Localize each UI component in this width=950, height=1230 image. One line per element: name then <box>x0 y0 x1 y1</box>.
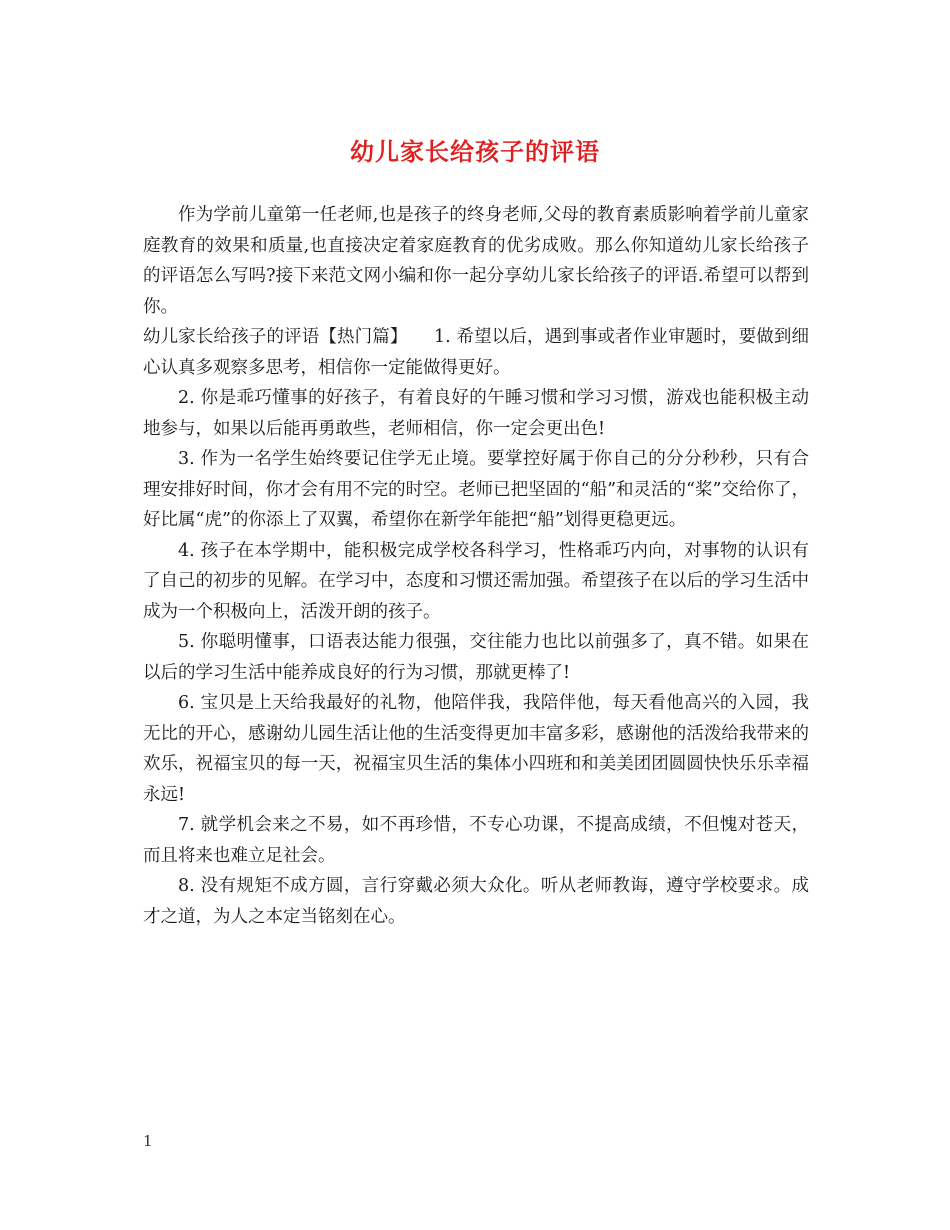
document-body <box>143 200 809 932</box>
section-heading-paragraph: 幼儿家长给孩子的评语【热门篇】 1. 希望以后，遇到事或者作业审题时，要做到细心认真多观察多思考，相信你一定能做得更好。 <box>143 327 809 378</box>
comment-paragraph-4: 4. 孩子在本学期中，能积极完成学校各科学习，性格乖巧内向，对事物的认识有了自己的初步的见解。在学习中，态度和习惯还需加强。希望孩子在以后的学习生活中成为一个积极向上，活泼开朗的孩子。 <box>143 540 809 622</box>
comment-paragraph-2: 2. 你是乖巧懂事的好孩子，有着良好的午睡习惯和学习习惯，游戏也能积极主动地参与，如果以后能再勇敢些，老师相信，你一定会更出色! <box>143 388 809 439</box>
comment-paragraph-8: 8. 没有规矩不成方圆，言行穿戴必须大众化。听从老师教诲，遵守学校要求。成才之道，为人之本定当铭刻在心。 <box>143 876 809 927</box>
intro-paragraph: 作为学前儿童第一任老师,也是孩子的终身老师,父母的教育素质影响着学前儿童家庭教育的效果和质量,也直接决定着家庭教育的优劣成败。那么你知道幼儿家长给孩子的评语怎么写吗?接下来范文网小编和你一起分享幼儿家长给孩子的评语.希望可以帮到你。 <box>143 205 809 317</box>
document-title: 幼儿家长给孩子的评语 <box>350 137 600 166</box>
comment-paragraph-7: 7. 就学机会来之不易，如不再珍惜，不专心功课，不提高成绩，不但愧对苍天，而且将来也难立足社会。 <box>143 815 809 866</box>
comment-paragraph-6: 6. 宝贝是上天给我最好的礼物，他陪伴我，我陪伴他，每天看他高兴的入园，我无比的开心，感谢幼儿园生活让他的生活变得更加丰富多彩，感谢他的活泼给我带来的欢乐，祝福宝贝的每一天，祝福宝贝生活的集体小四班和和美美团团圆圆快快乐乐幸福永远! <box>143 693 809 805</box>
comment-paragraph-3: 3. 作为一名学生始终要记住学无止境。要掌控好属于你自己的分分秒秒，只有合理安排好时间，你才会有用不完的时空。老师已把坚固的“船”和灵活的“桨”交给你了，好比属“虎”的你添上了双翼，希望你在新学年能把“船”划得更稳更远。 <box>143 449 809 530</box>
comment-paragraph-5: 5. 你聪明懂事，口语表达能力很强，交往能力也比以前强多了，真不错。如果在以后的学习生活中能养成良好的行为习惯，那就更棒了! <box>143 632 809 683</box>
page-number: 1 <box>143 1132 153 1150</box>
